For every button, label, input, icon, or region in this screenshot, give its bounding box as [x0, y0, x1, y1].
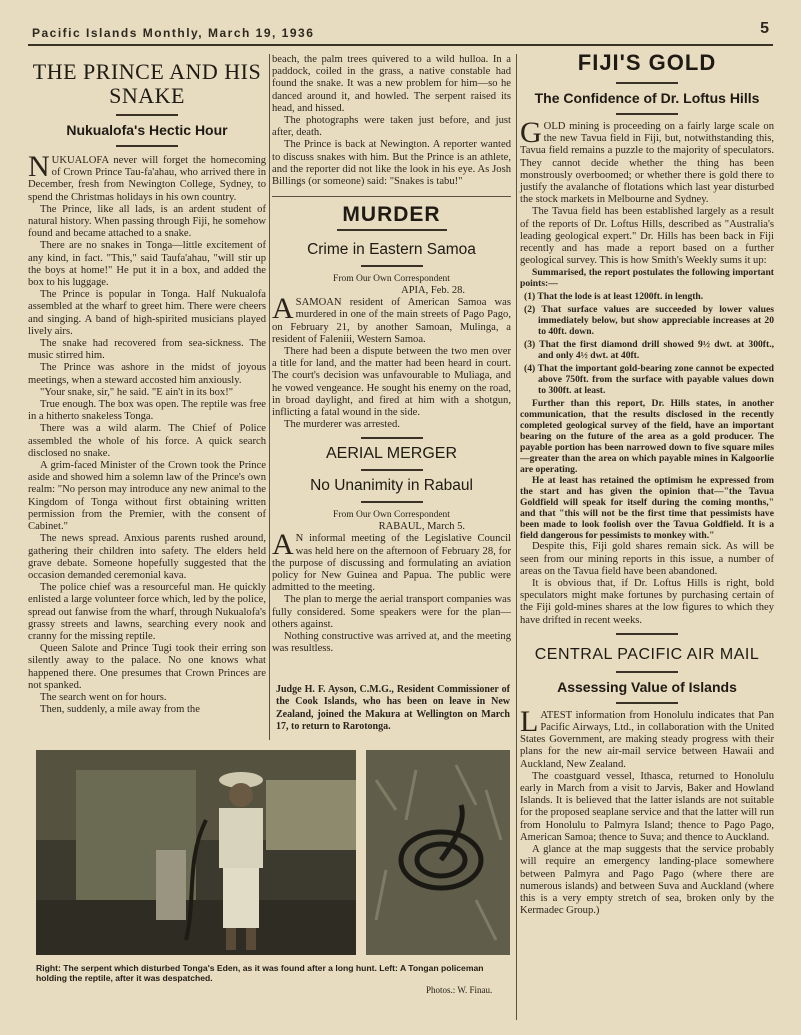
- paragraph: There are no snakes in Tonga—little excitement of any kind, in fact. "This," said Taufa'ahau, "will stir up the boys at home!" He put it in a box, and added the box to his luggage.: [28, 240, 266, 289]
- column-rule-1: [269, 54, 270, 740]
- paragraph: The plan to merge the aerial transport companies was fully considered. Some speakers were for the plan—others against.: [272, 594, 511, 630]
- paragraph: The Prince was ashore in the midst of joyous meetings, when a steward accosted him anxiously.: [28, 362, 266, 386]
- paragraph: A grim-faced Minister of the Crown took the Prince aside and showed him a solemn law of the Prince's own realm: "No person may introduce any new animal to the Kingdom of Tonga without first obtaining written permission from the Premier, with the consent of Cabinet.": [28, 460, 266, 533]
- paragraph: He at least has retained the optimism he expressed from the start and has given the opinion that—"the Tavua Goldfield will speak for itself during the coming months," and that "this will not be the first time that pessimists have been made to look foolish over the Tavua Goldfield. It is a field dangerous for pessimists to monkey with.": [520, 475, 774, 542]
- prince-subhead: Nukualofa's Hectic Hour: [66, 122, 228, 138]
- paragraph: Then, suddenly, a mile away from the: [40, 704, 200, 716]
- fiji-headline: FIJI'S GOLD: [577, 50, 717, 75]
- page-number: 5: [760, 20, 769, 37]
- murder-body: [272, 292, 511, 431]
- column-1: [28, 54, 266, 716]
- report-point: (1) That the lode is at least 1200ft. in length.: [524, 291, 704, 303]
- murder-byline: From Our Own Correspondent: [333, 274, 450, 285]
- airmail-body: [520, 704, 774, 917]
- fiji-body: [520, 116, 774, 627]
- paragraph: Nothing constructive was arrived at, and the meeting was resultless.: [272, 631, 511, 655]
- divider: [361, 265, 423, 267]
- paragraph: It is obvious that, if Dr. Loftus Hills is right, bold speculators might make fortunes by purchasing certain of the Fiji gold-mines shares at the low figures to which they have drifted in recent weeks.: [520, 578, 774, 626]
- paragraph: The Prince, like all lads, is an ardent student of natural history. When passing through Fiji, he somehow found and became attached to a snake.: [28, 203, 266, 240]
- divider: [361, 469, 423, 471]
- photo-policeman-with-snake: [36, 750, 356, 955]
- divider: [116, 145, 178, 147]
- policeman-photo-graphic: [36, 750, 356, 955]
- paragraph: GOLD mining is proceeding on a fairly large scale on the new Tavua field in Fiji, but, notwithstanding this, Tavua field remains a puzzle to the majority of speculators. They cannot decide whether the thing has been monstrously overboomed; or whether there is gold there to justify the avalanche of flotations which last year disturbed the stock markets in Melbourne and Sydney.: [520, 116, 774, 206]
- paragraph: There had been a dispute between the two men over a title for land, and the matter had been heard in court. The court's decision was unfavourable to Muliaga, and he vowed vengeance. He sought his enemy on the road, in broad daylight, and fired at him with a shotgun, inflicting a fatal wound in the side.: [272, 346, 511, 419]
- paragraph: AN informal meeting of the Legislative Council was held here on the afternoon of February 28, for the purpose of discussing and formulating an aviation policy for New Guinea and Papua. The public were admitted to the meeting.: [272, 528, 511, 594]
- paragraph: The news spread. Anxious parents rushed around, gathering their children into safety. The elders held grave debate. Someone hopefully suggested that the occasion demanded ceremonial kava.: [28, 533, 266, 581]
- photo-coiled-snake: [366, 750, 510, 955]
- paragraph: True enough. The box was open. The reptile was free in a hitherto snakeless Tonga.: [28, 399, 266, 423]
- paragraph: NUKUALOFA never will forget the homecoming of Crown Prince Tau-fa'ahau, who arrived there in December, fresh from Newington College, Sydney, to spend the Christmas holidays in his own country.: [28, 150, 266, 203]
- divider: [616, 702, 678, 704]
- running-head: Pacific Islands Monthly, March 19, 1936: [32, 26, 315, 40]
- divider: [616, 671, 678, 673]
- aerial-body: [272, 528, 511, 655]
- paragraph: The search went on for hours.: [40, 691, 167, 703]
- summary-intro: Summarised, the report postulates the following important points:—: [520, 267, 774, 290]
- murder-dateline: APIA, Feb. 28.: [401, 285, 465, 297]
- photo-caption: Right: The serpent which disturbed Tonga's Eden, as it was found after a long hunt. Left: A Tongan policeman holding the reptile, after it was despatched.: [36, 963, 484, 983]
- column-3: [520, 50, 774, 917]
- paragraph: The Prince is back at Newington. A reporter wanted to discuss snakes with him. But the Prince is an athlete, and the reporter did not like the look in his eye. As Josh Billings (or someone) said: "Snakes is tabu!": [272, 139, 511, 188]
- paragraph: Despite this, Fiji gold shares remain sick. As will be seen from our mining reports in this issue, a number of areas on the Tavua field have been abandoned.: [520, 541, 774, 577]
- fiji-subhead: The Confidence of Dr. Loftus Hills: [534, 90, 760, 106]
- divider: [616, 82, 678, 84]
- page-header: [28, 20, 773, 46]
- column-rule-2: [516, 54, 517, 1020]
- paragraph: The Prince is popular in Tonga. Half Nukualofa assembled at the wharf to greet him. There were cheers and singing. A band of high-spirited musicians played lively airs.: [28, 289, 266, 337]
- paragraph: The photographs were taken just before, and just after, death.: [272, 115, 511, 139]
- divider: [361, 501, 423, 503]
- paragraph: LATEST information from Honolulu indicates that Pan Pacific Airways, Ltd., in collaboration with the United States Government, are making steady progress with their plans for the new air-mail service between Hawaii and Auckland, New Zealand.: [520, 704, 774, 770]
- paragraph: The coastguard vessel, Ithasca, returned to Honolulu early in March from a visit to Jarvis, Baker and Howland Islands. It is believed that the latter islands are not suitable for the proposed seaplane service and that the latter will run from Honolulu to Palmyra Island; thence to Pago Pago, American Samoa; thence to Suva; and thence to Auckland.: [520, 770, 774, 843]
- photo-credit: Photos.: W. Finau.: [426, 985, 493, 995]
- murder-subhead: Crime in Eastern Samoa: [307, 241, 476, 259]
- divider: [116, 114, 178, 116]
- paragraph: The murderer was arrested.: [284, 419, 400, 431]
- divider: [361, 437, 423, 439]
- prince-headline: THE PRINCE AND HIS SNAKE: [32, 59, 262, 108]
- report-point: (2) That surface values are succeeded by lower values immediately below, but show appreciable increases at 20 to 40ft. down.: [524, 304, 774, 338]
- aerial-subhead: No Unanimity in Rabaul: [310, 477, 473, 495]
- airmail-subhead: Assessing Value of Islands: [557, 678, 737, 695]
- aerial-dateline: RABAUL, March 5.: [378, 521, 465, 533]
- paragraph: Queen Salote and Prince Tugi took their erring son silently away to the palace. No one knows what happened there. One presumes that Crown Princes are not spanked.: [28, 643, 266, 691]
- prince-continued: [272, 54, 511, 188]
- paragraph: beach, the palm trees quivered to a wild hulloa. In a paddock, coiled in the grass, a native constable had found the snake. It was a new problem for him—so he danced around it, and howled. The serpent raised its head, and hissed.: [272, 54, 511, 114]
- judge-ayson-note: Judge H. F. Ayson, C.M.G., Resident Commissioner of the Cook Islands, who has been on leave in New Zealand, joined the Makura at Wellington on March 17, to return to Rarotonga.: [276, 684, 510, 733]
- paragraph: The police chief was a resourceful man. He quickly enlisted a large volunteer force which, led by the police, spread out fanwise from the wharf, through Nukualofa's grassy streets and lawns, searching every nook and cranny for the missing reptile.: [28, 582, 266, 642]
- aerial-byline: From Our Own Correspondent: [333, 510, 450, 521]
- paragraph: "Your snake, sir," he said. "E ain't in its box!": [40, 386, 234, 398]
- report-point: (3) That the first diamond drill showed 9½ dwt. at 300ft., and only 4½ dwt. at 40ft.: [524, 339, 774, 362]
- paragraph: The snake had recovered from sea-sickness. The music stirred him.: [28, 338, 266, 362]
- paragraph: There was a wild alarm. The Chief of Police assembled the whole of his force. A quick search disclosed no snake.: [28, 423, 266, 459]
- divider: [616, 633, 678, 635]
- report-point: (4) That the important gold-bearing zone cannot be expected above 750ft. from the surface with payable values down to 300ft. at least.: [524, 363, 774, 397]
- prince-body: [28, 150, 266, 716]
- divider: [616, 113, 678, 115]
- column-2: [272, 54, 511, 656]
- section-rule: [272, 196, 511, 197]
- snake-photo-graphic: [366, 750, 510, 955]
- aerial-headline: AERIAL MERGER: [326, 445, 457, 463]
- paragraph: The Tavua field has been established largely as a result of the reports of Dr. Loftus Hills, described as "Australia's leading geological expert." Dr. Hills has been back in Fiji recently and has made a report based on a further geological survey. This is how Smith's Weekly sums it up:: [520, 206, 774, 267]
- airmail-headline: CENTRAL PACIFIC AIR MAIL: [534, 645, 760, 663]
- paragraph: A glance at the map suggests that the service probably will require an emergency landing-place somewhere between Palmyra and Pago Pago (where there are numerous islands) and between Suva and Auckland (where this is a very empty stretch of sea, broken only by the Kermadec Group.): [520, 844, 774, 917]
- murder-headline: MURDER: [337, 203, 447, 231]
- paragraph: Further than this report, Dr. Hills states, in another communication, that the results disclosed in the recently completed geological survey of the field, have an important bearing on the future of the area as a gold producer. The payable portion has been narrowed down to five square miles—greater than the area on which payable mines in Kalgoorlie are operating.: [520, 398, 774, 476]
- paragraph: ASAMOAN resident of American Samoa was murdered in one of the main streets of Pago Pago, on February 21, by another Samoan, Mulinga, a resident of Faleniii, Western Samoa.: [272, 292, 511, 345]
